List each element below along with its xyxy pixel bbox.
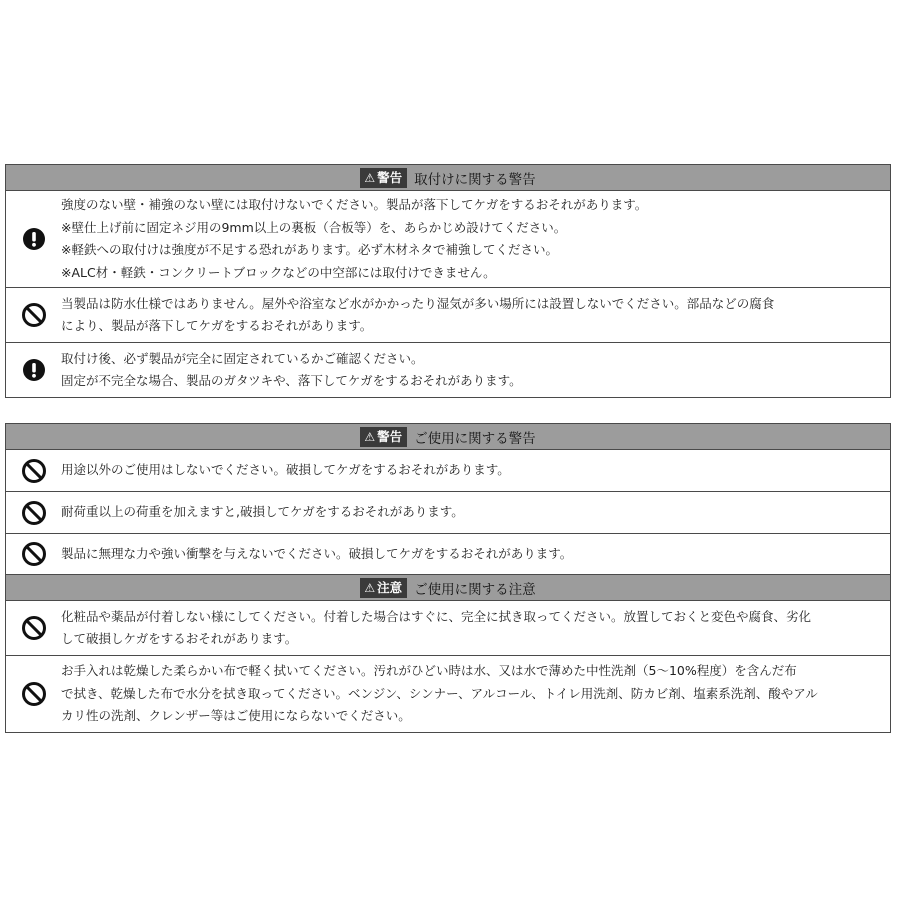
warning-line: 耐荷重以上の荷重を加えますと,破損してケガをするおそれがあります。 bbox=[61, 504, 464, 520]
caution-line: 化粧品や薬品が付着しない様にしてください。付着した場合はすぐに、完全に拭き取ってください。放置しておくと変色や腐食、劣化 bbox=[61, 608, 812, 624]
caution-badge: ⚠ 注意 bbox=[360, 578, 407, 598]
section-header bbox=[6, 165, 890, 191]
prohibited-icon bbox=[6, 541, 61, 567]
warning-triangle-icon: ⚠ bbox=[364, 429, 376, 444]
exclamation-icon bbox=[6, 227, 61, 251]
warning-line: 取付け後、必ず製品が完全に固定されているかご確認ください。 bbox=[61, 350, 424, 366]
list-item bbox=[6, 450, 890, 492]
list-item bbox=[6, 601, 890, 656]
prohibited-icon bbox=[6, 458, 61, 484]
warning-line: 当製品は防水仕様ではありません。屋外や浴室など水がかかったり湿気が多い場所には設置しないでください。部品などの腐食 bbox=[61, 295, 775, 311]
caution-line: で拭き、乾燥した布で水分を拭き取ってください。ベンジン、シンナー、アルコール、トイレ用洗剤、防カビ剤、塩素系洗剤、酸やアル bbox=[61, 685, 818, 701]
section-title: 取付けに関する警告 bbox=[414, 171, 536, 188]
list-item bbox=[6, 343, 890, 397]
prohibited-icon bbox=[6, 615, 61, 641]
warning-triangle-icon: ⚠ bbox=[364, 580, 376, 595]
list-item bbox=[6, 656, 890, 732]
usage-warning-caution-table bbox=[5, 423, 891, 733]
list-item bbox=[6, 534, 890, 575]
section-header bbox=[6, 575, 890, 601]
caution-line: お手入れは乾燥した柔らかい布で軽く拭いてください。汚れがひどい時は水、又は水で薄めた中性洗剤（5〜10%程度）を含んだ布 bbox=[61, 663, 797, 679]
warning-line: 固定が不完全な場合、製品のガタツキや、落下してケガをするおそれがあります。 bbox=[61, 373, 522, 388]
list-item bbox=[6, 191, 890, 288]
warning-line: 強度のない壁・補強のない壁には取付けないでください。製品が落下してケガをするおそれがあります。 bbox=[61, 197, 648, 212]
section-title: ご使用に関する警告 bbox=[414, 430, 536, 447]
warning-line: ※壁仕上げ前に固定ネジ用の9mm以上の裏板（合板等）を、あらかじめ設けてください。 bbox=[61, 219, 567, 235]
warning-triangle-icon: ⚠ bbox=[364, 170, 376, 185]
warning-badge: ⚠ 警告 bbox=[360, 168, 407, 188]
exclamation-icon bbox=[6, 358, 61, 382]
warning-line: 製品に無理な力や強い衝撃を与えないでください。破損してケガをするおそれがあります。 bbox=[61, 545, 573, 561]
caution-line: して破損しケガをするおそれがあります。 bbox=[61, 631, 298, 646]
list-item bbox=[6, 288, 890, 343]
prohibited-icon bbox=[6, 681, 61, 707]
section-title: ご使用に関する注意 bbox=[414, 581, 536, 598]
mounting-warning-table bbox=[5, 164, 891, 398]
caution-line: カリ性の洗剤、クレンザー等はご使用にならないでください。 bbox=[61, 708, 411, 724]
prohibited-icon bbox=[6, 500, 61, 526]
warning-line: 用途以外のご使用はしないでください。破損してケガをするおそれがあります。 bbox=[61, 462, 510, 478]
warning-badge: ⚠ 警告 bbox=[360, 427, 407, 447]
warning-line: ※軽鉄への取付けは強度が不足する恐れがあります。必ず木材ネタで補強してください。 bbox=[61, 242, 558, 257]
warning-line: により、製品が落下してケガをするおそれがあります。 bbox=[61, 318, 373, 333]
list-item bbox=[6, 492, 890, 534]
section-header bbox=[6, 424, 890, 450]
warning-line: ※ALC材・軽鉄・コンクリートブロックなどの中空部には取付けできません。 bbox=[61, 264, 496, 280]
prohibited-icon bbox=[6, 302, 61, 328]
